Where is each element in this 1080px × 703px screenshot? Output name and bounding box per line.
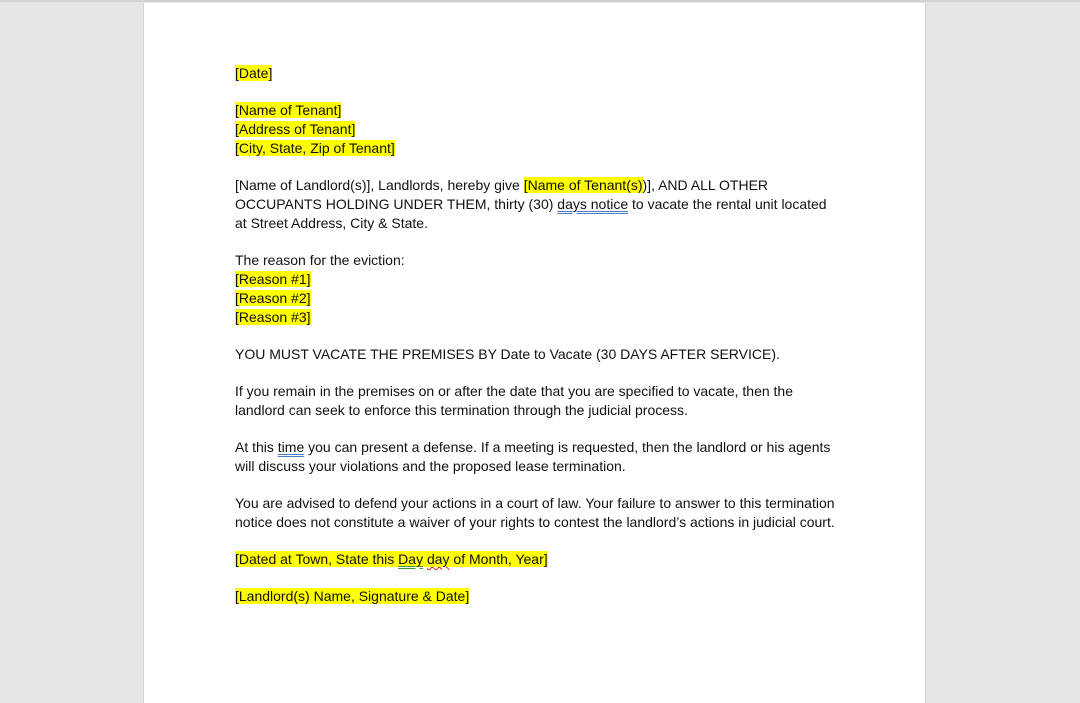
date-line bbox=[235, 64, 835, 83]
defense-text-1: At this bbox=[235, 439, 278, 455]
tenant-name-placeholder: [Name of Tenant] bbox=[235, 102, 342, 118]
tenant-city-placeholder: [City, State, Zip of Tenant] bbox=[235, 140, 395, 156]
notice-paragraph bbox=[235, 176, 835, 233]
notice-tenant-placeholder: [Name of Tenant(s) bbox=[523, 177, 643, 193]
notice-text-3: to vacate the rental unit located at Street Address, City & State. bbox=[235, 196, 827, 231]
defense-text-2: you can present a defense. If a meeting is requested, then the landlord or his agents will discuss your violations and the proposed lease termination. bbox=[235, 439, 831, 474]
signature-placeholder: [Landlord(s) Name, Signature & Date] bbox=[235, 588, 470, 604]
reason-line-1 bbox=[235, 270, 835, 289]
document-page[interactable] bbox=[143, 3, 926, 703]
reason-placeholder-2: [Reason #2] bbox=[235, 290, 311, 306]
vacate-line: YOU MUST VACATE THE PREMISES BY Date to Vacate (30 DAYS AFTER SERVICE). bbox=[235, 346, 780, 362]
defense-paragraph bbox=[235, 438, 835, 476]
dated-placeholder bbox=[235, 551, 548, 567]
date-placeholder: [Date] bbox=[235, 65, 273, 81]
notice-text-1: [Name of Landlord(s)], Landlords, hereby give bbox=[235, 177, 524, 193]
signature-line bbox=[235, 587, 835, 606]
day-spelling-flag[interactable]: day bbox=[426, 551, 450, 567]
notice-text-2: )], AND ALL OTHER OCCUPANTS HOLDING UNDER THEM, thirty (30) bbox=[235, 177, 769, 212]
reason-line-2 bbox=[235, 289, 835, 308]
dated-text-2: of Month, Year] bbox=[449, 551, 548, 567]
advised-paragraph: You are advised to defend your actions in a court of law. Your failure to answer to this termination notice does not constitute a waiver of your rights to contest the landlord’s actions in judicial court. bbox=[235, 495, 835, 530]
days-notice-grammar-flag[interactable]: days notice bbox=[557, 196, 629, 212]
window-top-edge bbox=[0, 0, 1080, 2]
tenant-city-line bbox=[235, 139, 835, 158]
day-grammar-flag[interactable]: Day bbox=[398, 551, 424, 567]
tenant-name-line bbox=[235, 101, 835, 120]
dated-text-1: [Dated at Town, State this bbox=[235, 551, 399, 567]
document-body[interactable] bbox=[235, 64, 835, 624]
remain-paragraph: If you remain in the premises on or after the date that you are specified to vacate, then the landlord can seek to enforce this termination through the judicial process. bbox=[235, 383, 793, 418]
tenant-address-line bbox=[235, 120, 835, 139]
dated-line bbox=[235, 550, 835, 569]
reason-placeholder-1: [Reason #1] bbox=[235, 271, 311, 287]
tenant-address-placeholder: [Address of Tenant] bbox=[235, 121, 356, 137]
reason-placeholder-3: [Reason #3] bbox=[235, 309, 311, 325]
reason-heading: The reason for the eviction: bbox=[235, 252, 405, 268]
time-grammar-flag[interactable]: time bbox=[277, 439, 305, 455]
reason-line-3 bbox=[235, 308, 835, 327]
